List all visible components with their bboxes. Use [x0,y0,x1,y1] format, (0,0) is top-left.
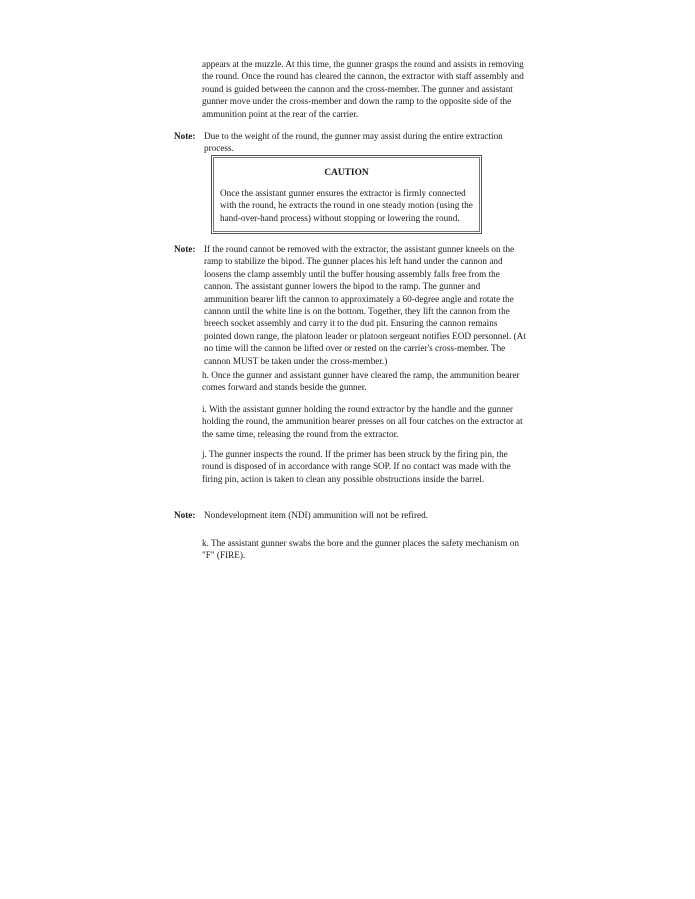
note-text: Due to the weight of the round, the gunner may assist during the entire extraction process. [204,131,503,154]
note-label: Note: [174,244,196,254]
caution-title: CAUTION [324,168,369,178]
paragraph-i: i. With the assistant gunner holding the round extractor by the handle and the gunner holding the round, the ammunition bearer presses on all four catches on the extractor at the same time, releasing the round from the extractor. [202,404,523,439]
caution-text: Once the assistant gunner ensures the extractor is firmly connected with the round, he extracts the round in one steady motion (using the hand-over-hand process) without stopping or lowering the round. [220,188,473,223]
intro-paragraph: appears at the muzzle. At this time, the gunner grasps the round and assists in removing the round. Once the round has cleared the cannon, the extractor with staff assembly and round is guided between the cannon and the cross-member. The gunner and assistant gunner move under the cross-member and down the ramp to the opposite side of the ammunition point at the rear of the carrier. [202,59,524,119]
note-label: Note: [174,131,196,141]
note-text: If the round cannot be removed with the extractor, the assistant gunner kneels on the ramp to stabilize the bipod. The gunner places his left hand under the cannon and loosens the clamp assembly until the buffer housing assembly falls free from the cannon. The assistant gunner lowers the bipod to the ramp. The gunner and ammunition bearer lift the cannon to approximately a 60-degree angle and rotate the cannon until the white line is on the bottom. Together, they lift the cannon from the breech socket assembly and carry it to the dud pit. Ensuring the cannon remains pointed down range, the platoon leader or platoon sergeant notifies EOD personnel. (At no time will the cannon be lifted over or rested on the carrier's cross-member. The cannon MUST be taken under the cross-member.) [204,244,526,366]
note-text: Nondevelopment item (NDI) ammunition will not be refired. [204,510,429,520]
paragraph-k: k. The assistant gunner swabs the bore and the gunner places the safety mechanism on "F" (FIRE). [202,538,519,561]
paragraph-j: j. The gunner inspects the round. If the primer has been struck by the firing pin, the round is disposed of in accordance with range SOP. If no contact was made with the firing pin, action is taken to clean any possible obstructions inside the barrel. [202,449,511,484]
caution-box [211,155,482,234]
note-label: Note: [174,510,196,520]
paragraph-h: h. Once the gunner and assistant gunner have cleared the ramp, the ammunition bearer comes forward and stands beside the gunner. [202,370,520,393]
